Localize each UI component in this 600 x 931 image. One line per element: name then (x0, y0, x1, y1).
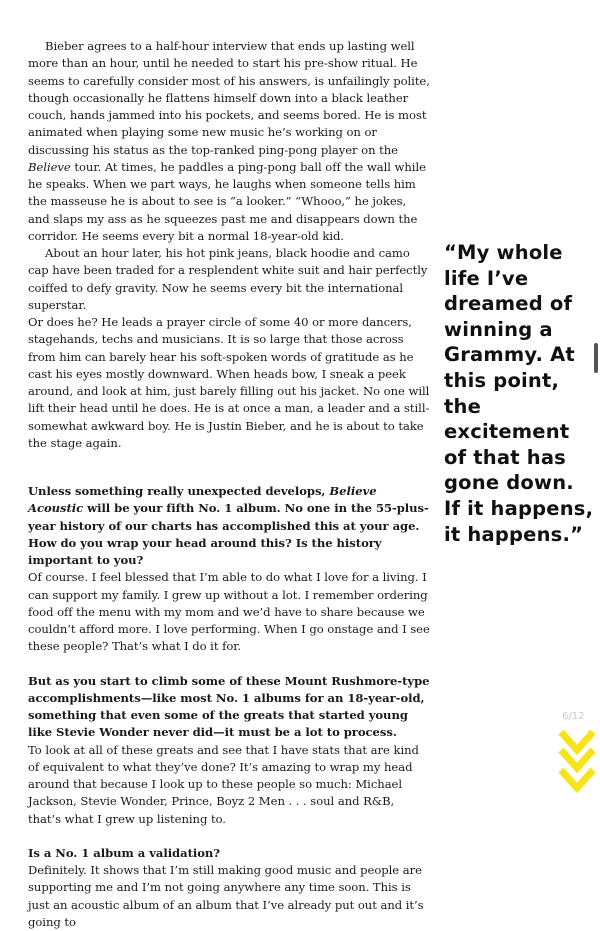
paragraph-3: Or does he? He leads a prayer circle of some 40 or more dancers, stagehands, techs and musicians. It is so large that those across from him can barely hear his soft-spoken words of gratitude as he cast his eyes mostly downward. When heads bow, I sneak a peek around, and look at him, just barely filling out his jacket. No one will lift their head until he does. He is at once a man, a leader and a still-somewhat awkward boy. He is Justin Bieber, and he is about to take the stage again. (28, 315, 430, 450)
spacer (28, 452, 430, 466)
question-1 (28, 483, 430, 569)
question-1-text-a: Unless something really unexpected develops, (28, 484, 330, 498)
paragraph-1 (28, 38, 430, 245)
double-chevron-down-icon[interactable] (557, 728, 597, 798)
question-1-text-b: will be your fifth No. 1 album. No one in the 55-plus-year history of our charts has accomplished this at your age. How do you wrap your head around this? Is the history important to you? (28, 501, 429, 567)
answer-1: Of course. I feel blessed that I’m able to do what I love for a living. I can support my family. I grew up without a lot. I remember ordering food off the menu with my mom and we’d have to share because we couldn’t afford more. I love performing. When I go onstage and I see these people? That’s what I do it for. (28, 570, 430, 654)
paragraph-1-text-b: tour. At times, he paddles a ping-pong ball off the wall while he speaks. When we part ways, he laughs when someone tells him the masseuse he is about to see is “a looker.” “Whooo,” he jokes, and slaps my ass as he squeezes past me and disappears down the corridor. He seems every bit a normal 18-year-old kid. (28, 159, 426, 243)
paragraph-2: About an hour later, his hot pink jeans, black hoodie and camo cap have been traded for a resplendent white suit and hair perfectly coiffed to defy gravity. Now he seems every bit the international superstar. (28, 246, 428, 312)
album-name: Believe Acoustic (28, 484, 377, 516)
tour-name: Believe (28, 159, 71, 174)
chevron-svg (557, 728, 597, 798)
page-indicator: 6/12 (562, 711, 585, 722)
answer-3: Definitely. It shows that I’m still making good music and people are supporting me and I’m not going anywhere any time soon. This is just an acoustic album of an album that I’ve already put out and it’s going to (28, 863, 424, 929)
answer-2: To look at all of these greats and see that I have stats that are kind of equivalent to what they’ve done? It’s amazing to wrap my head around that because I look up to these people so much: Michael Jackson, Stevie Wonder, Prince, Boyz 2 Men . . . soul and R&B, that’s what I grew up listening to. (28, 742, 419, 826)
article-body (28, 38, 430, 931)
paragraph-1-text-a: Bieber agrees to a half-hour interview that ends up lasting well more than an hour, until he needed to start his pre-show ritual. He seems to carefully consider most of his answers, is unfailingly polite, though occasionally he flattens himself down into a black leather couch, hands jammed into his pockets, and seems bored. He is most animated when playing some new music he’s working on or discussing his status as the top-ranked ping-pong player on the (28, 39, 430, 157)
chevron-top-icon (561, 732, 593, 750)
question-3: Is a No. 1 album a validation? (28, 845, 221, 860)
pull-quote: “My whole life I’ve dreamed of winning a Grammy. At this point, the excitement of that has gone down. If it happens, it happens.” (444, 241, 594, 546)
question-2: But as you start to climb some of these Mount Rushmore-type accomplishments—like most No. 1 albums for an 18-year-old, something that even some of the greats that started young like Stevie Wonder never did—it must be a lot to process. (28, 673, 430, 740)
scroll-handle[interactable] (594, 343, 598, 373)
